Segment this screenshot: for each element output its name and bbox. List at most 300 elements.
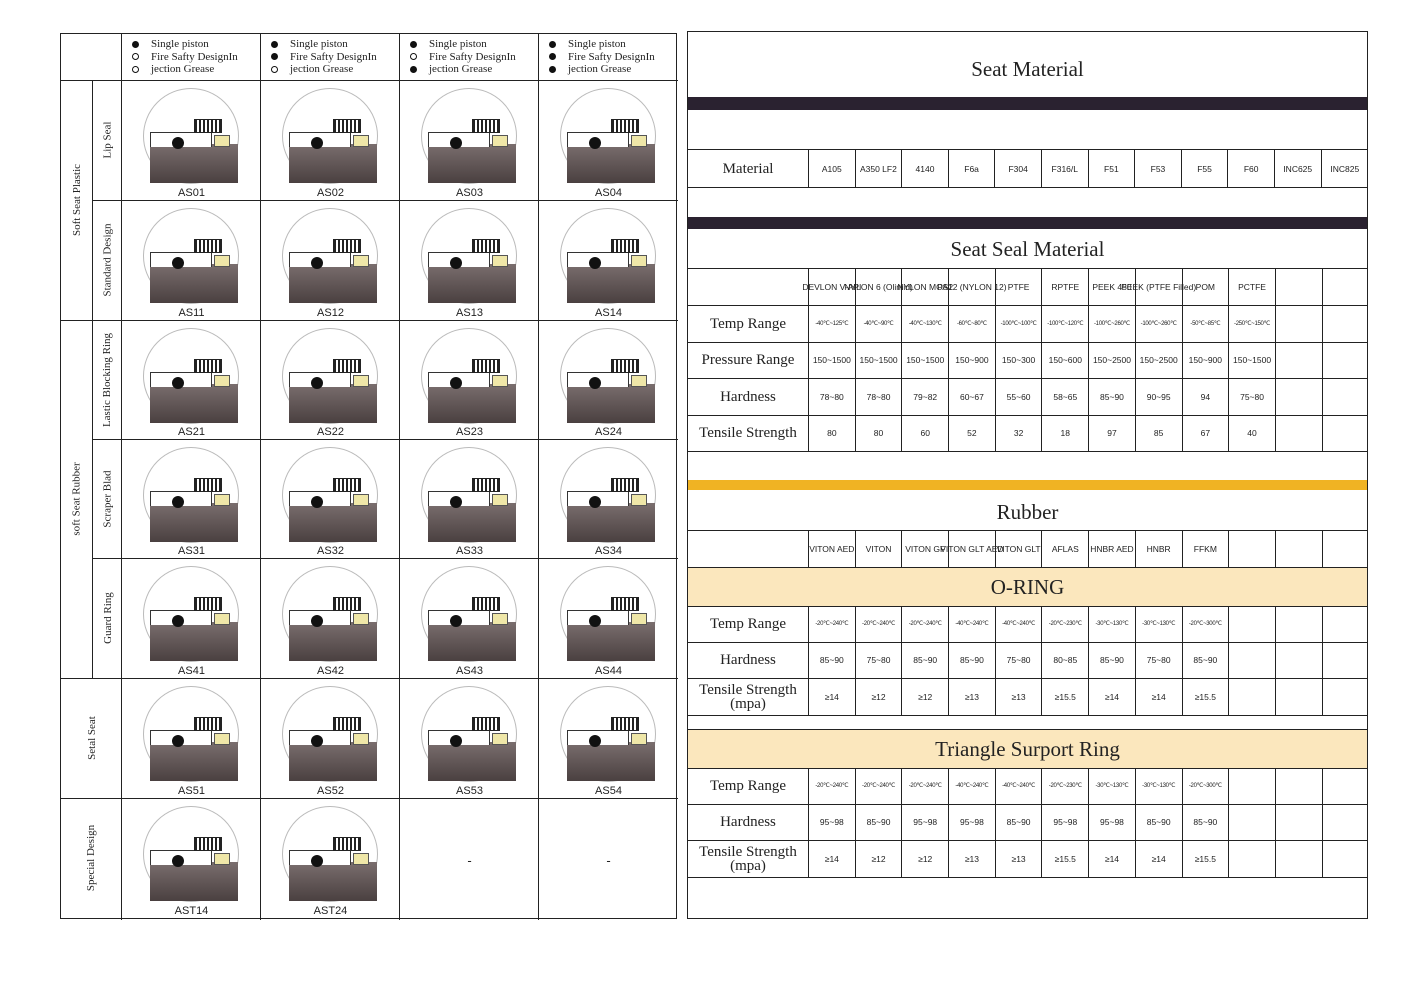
material-header-row xyxy=(688,269,1367,306)
material-label: Material xyxy=(688,150,809,187)
spec-value: 79~82 xyxy=(902,379,949,415)
spec-value xyxy=(1323,379,1370,415)
body-shape xyxy=(428,384,516,423)
material-value: INC625 xyxy=(1275,150,1322,187)
design-cell xyxy=(122,80,261,200)
seat-section-drawing xyxy=(421,208,517,304)
oring-icon xyxy=(311,496,323,508)
spec-value: ≥12 xyxy=(856,841,903,877)
header-cell-3 xyxy=(400,34,539,80)
spec-value: 78~80 xyxy=(809,379,856,415)
seal-icon xyxy=(214,135,230,147)
oring-icon xyxy=(450,377,462,389)
spec-value: -40℃~240℃ xyxy=(949,606,996,642)
spec-value: 55~60 xyxy=(996,379,1043,415)
spec-value: ≥12 xyxy=(856,679,903,715)
material-name: VITON GLT xyxy=(996,531,1043,567)
spec-value: -40℃~90℃ xyxy=(856,306,903,342)
spec-row xyxy=(688,679,1367,716)
design-cell xyxy=(122,678,261,798)
open-dot-icon xyxy=(132,66,139,73)
design-code: AS01 xyxy=(178,187,205,199)
spec-label xyxy=(688,269,809,305)
spec-value: 95~98 xyxy=(902,805,949,841)
spec-value xyxy=(1229,643,1276,679)
design-cell xyxy=(122,320,261,439)
oring-icon xyxy=(450,735,462,747)
spec-value xyxy=(1229,679,1276,715)
spec-value: ≥14 xyxy=(809,841,856,877)
spec-value: 150~2500 xyxy=(1089,343,1136,379)
spec-value: 85~90 xyxy=(1183,643,1230,679)
seal-icon xyxy=(631,375,647,387)
spec-label: Temp Range xyxy=(688,606,809,642)
spring-icon xyxy=(333,119,361,133)
material-name xyxy=(1229,531,1276,567)
spec-value: 60 xyxy=(902,416,949,452)
triangle-title: Triangle Surport Ring xyxy=(688,729,1367,769)
design-code: AS23 xyxy=(456,426,483,438)
header-line-text: Single piston xyxy=(429,38,487,50)
material-name: PEEK (PTFE Filled) xyxy=(1136,269,1183,305)
header-line xyxy=(132,38,261,51)
design-code: AS03 xyxy=(456,187,483,199)
header-line xyxy=(410,51,539,64)
design-cell xyxy=(539,200,678,320)
spec-value: -20℃~240℃ xyxy=(902,606,949,642)
seat-section-drawing xyxy=(282,806,378,902)
oring-table xyxy=(688,606,1367,716)
design-code: AS42 xyxy=(317,665,344,677)
seal-icon xyxy=(492,375,508,387)
spec-label: Tensile Strength (mpa) xyxy=(688,841,809,877)
spec-value: 67 xyxy=(1183,416,1230,452)
material-value: INC825 xyxy=(1330,163,1360,174)
spring-icon xyxy=(611,239,639,253)
spec-value: -20℃~300℃ xyxy=(1183,768,1230,804)
spec-value xyxy=(1276,841,1323,877)
spec-value: -20℃~300℃ xyxy=(1183,606,1230,642)
spec-value xyxy=(1323,768,1370,804)
body-shape xyxy=(567,503,655,542)
spec-value: -30℃~130℃ xyxy=(1089,606,1136,642)
spec-value: 95~98 xyxy=(949,805,996,841)
material-name: PCTFE xyxy=(1229,269,1276,305)
spec-value: 52 xyxy=(949,416,996,452)
row-label-text: Lastic Blocking Ring xyxy=(101,332,114,427)
spring-icon xyxy=(333,359,361,373)
filled-dot-icon xyxy=(549,53,556,60)
spec-label: Tensile Strength xyxy=(688,416,809,452)
filled-dot-icon xyxy=(410,66,417,73)
design-cell xyxy=(400,80,539,200)
design-cell xyxy=(261,80,400,200)
design-code: AS51 xyxy=(178,785,205,797)
material-value: A105 xyxy=(809,150,856,187)
seat-section-drawing xyxy=(143,447,239,543)
oring-icon xyxy=(450,496,462,508)
spec-value xyxy=(1229,805,1276,841)
spec-row xyxy=(688,805,1367,842)
body-shape xyxy=(567,144,655,183)
spec-label: Hardness xyxy=(688,643,809,679)
header-line-text: Fire Safty DesignIn xyxy=(290,50,377,63)
body-shape xyxy=(567,622,655,661)
material-name: HNBR xyxy=(1136,531,1183,567)
material-name: VITON xyxy=(856,531,903,567)
design-cell xyxy=(400,558,539,678)
spec-row xyxy=(688,379,1367,416)
spec-value: 150~300 xyxy=(996,343,1043,379)
spec-row xyxy=(688,643,1367,680)
oring-icon xyxy=(311,855,323,867)
spec-value: 85~90 xyxy=(996,805,1043,841)
body-shape xyxy=(150,264,238,303)
seat-section-drawing xyxy=(560,208,656,304)
spec-value: 95~98 xyxy=(809,805,856,841)
material-header-row xyxy=(688,531,1367,568)
row-label xyxy=(93,200,122,320)
design-code: AS24 xyxy=(595,426,622,438)
design-cell xyxy=(539,558,678,678)
seat-section-drawing xyxy=(143,328,239,424)
spec-value: 95~98 xyxy=(1089,805,1136,841)
header-cell-1 xyxy=(122,34,261,80)
seal-icon xyxy=(353,255,369,267)
row-label-text: Lip Seal xyxy=(101,121,114,159)
header-line xyxy=(549,38,678,51)
material-value: A350 LF2 xyxy=(856,150,903,187)
spec-value: -50℃~85℃ xyxy=(1183,306,1230,342)
design-code: AS32 xyxy=(317,545,344,557)
seat-section-drawing xyxy=(560,566,656,662)
material-name: DEVLON V-API xyxy=(809,269,856,305)
group-label-text: soft Seat Rubber xyxy=(71,462,84,536)
design-code: AS54 xyxy=(595,785,622,797)
spec-value: ≥13 xyxy=(949,679,996,715)
spec-value xyxy=(1276,306,1323,342)
body-shape xyxy=(289,742,377,781)
seal-icon xyxy=(353,375,369,387)
spring-icon xyxy=(611,597,639,611)
seat-design-table xyxy=(60,33,677,919)
header-line-text: Fire Safty DesignIn xyxy=(568,50,655,63)
body-shape xyxy=(428,264,516,303)
oring-icon xyxy=(311,735,323,747)
material-value: 4140 xyxy=(902,150,949,187)
empty-cell-dash: - xyxy=(467,853,472,868)
spring-icon xyxy=(333,239,361,253)
design-cell xyxy=(261,678,400,798)
seal-icon xyxy=(353,733,369,745)
material-name: PTFE xyxy=(996,269,1043,305)
spec-value xyxy=(1323,306,1370,342)
seat-section-drawing xyxy=(421,566,517,662)
design-cell xyxy=(400,439,539,558)
spec-value: 80 xyxy=(809,416,856,452)
spring-icon xyxy=(472,597,500,611)
design-code: AS22 xyxy=(317,426,344,438)
header-line-text: jection Grease xyxy=(290,63,354,75)
spec-value: ≥15.5 xyxy=(1183,679,1230,715)
material-value: F316/L xyxy=(1042,150,1089,187)
spec-value: -20℃~240℃ xyxy=(809,606,856,642)
spec-value: 150~600 xyxy=(1042,343,1089,379)
seal-icon xyxy=(353,613,369,625)
group-label xyxy=(61,320,93,678)
spec-value: -20℃~230℃ xyxy=(1042,768,1089,804)
body-shape xyxy=(428,622,516,661)
group-label-text: Special Design xyxy=(85,824,98,892)
spec-value: -60℃~80℃ xyxy=(949,306,996,342)
spring-icon xyxy=(472,717,500,731)
header-line xyxy=(132,63,261,76)
material-name: NYLON MOS2 xyxy=(902,269,949,305)
open-dot-icon xyxy=(132,53,139,60)
empty-cell-dash: - xyxy=(606,853,611,868)
spec-value xyxy=(1276,606,1323,642)
body-shape xyxy=(289,862,377,901)
seat-section-drawing xyxy=(282,208,378,304)
design-code: AS44 xyxy=(595,665,622,677)
material-value: F304 xyxy=(995,150,1042,187)
spring-icon xyxy=(611,359,639,373)
design-code: AS21 xyxy=(178,426,205,438)
seal-icon xyxy=(214,613,230,625)
seal-icon xyxy=(492,733,508,745)
design-code: AS12 xyxy=(317,307,344,319)
seal-icon xyxy=(214,494,230,506)
spec-value xyxy=(1229,768,1276,804)
seal-icon xyxy=(631,733,647,745)
spec-value: 85~90 xyxy=(1089,379,1136,415)
seat-section-drawing xyxy=(421,447,517,543)
design-cell xyxy=(122,558,261,678)
spring-icon xyxy=(611,717,639,731)
seat-section-drawing xyxy=(560,328,656,424)
body-shape xyxy=(289,264,377,303)
body-shape xyxy=(150,742,238,781)
spec-value: 94 xyxy=(1183,379,1230,415)
spring-icon xyxy=(333,837,361,851)
header-line-text: jection Grease xyxy=(151,63,215,75)
seat-section-drawing xyxy=(421,328,517,424)
row-label-text: Guard Ring xyxy=(101,592,114,644)
oring-icon xyxy=(172,735,184,747)
filled-dot-icon xyxy=(549,41,556,48)
seal-icon xyxy=(214,733,230,745)
material-name: VITON GF xyxy=(902,531,949,567)
spec-value: -40℃~240℃ xyxy=(996,768,1043,804)
row-label xyxy=(93,320,122,439)
seal-icon xyxy=(214,255,230,267)
seat-seal-title: Seat Seal Material xyxy=(950,237,1105,261)
spec-value: -20℃~240℃ xyxy=(856,768,903,804)
design-code: AS33 xyxy=(456,545,483,557)
body-shape xyxy=(567,264,655,303)
spec-value xyxy=(1323,343,1370,379)
seat-seal-table xyxy=(688,268,1367,452)
spec-value: -20℃~230℃ xyxy=(1042,606,1089,642)
design-cell xyxy=(539,439,678,558)
spec-value: -30℃~130℃ xyxy=(1136,768,1183,804)
seat-section-drawing xyxy=(282,328,378,424)
header-line-text: jection Grease xyxy=(429,63,493,75)
spec-value: 78~80 xyxy=(856,379,903,415)
spec-label: Temp Range xyxy=(688,306,809,342)
spec-value: 85~90 xyxy=(1136,805,1183,841)
material-name: POM xyxy=(1183,269,1230,305)
spec-value: -30℃~130℃ xyxy=(1089,768,1136,804)
material-value: F51 xyxy=(1089,150,1136,187)
spec-value: -100℃~260℃ xyxy=(1136,306,1183,342)
header-line xyxy=(271,63,400,76)
open-dot-icon xyxy=(271,66,278,73)
seal-icon xyxy=(631,135,647,147)
material-name: PA12 (NYLON 12) xyxy=(949,269,996,305)
oring-icon xyxy=(450,615,462,627)
spring-icon xyxy=(194,359,222,373)
header-line xyxy=(271,38,400,51)
spec-value xyxy=(1323,805,1370,841)
spec-value: -20℃~240℃ xyxy=(809,768,856,804)
body-shape xyxy=(289,384,377,423)
spec-value: ≥12 xyxy=(902,679,949,715)
material-value: F53 xyxy=(1135,150,1182,187)
seat-seal-divider xyxy=(688,217,1367,229)
spec-value: -100℃~260℃ xyxy=(1089,306,1136,342)
design-cell xyxy=(539,320,678,439)
spec-value: -20℃~240℃ xyxy=(902,768,949,804)
oring-icon xyxy=(172,257,184,269)
spec-value: -40℃~240℃ xyxy=(996,606,1043,642)
spec-value xyxy=(1276,416,1323,452)
seat-section-drawing xyxy=(282,447,378,543)
design-code: AS41 xyxy=(178,665,205,677)
material-name: AFLAS xyxy=(1042,531,1089,567)
spec-label xyxy=(688,531,809,567)
body-shape xyxy=(428,742,516,781)
spec-value xyxy=(1276,768,1323,804)
seat-section-drawing xyxy=(143,88,239,184)
oring-icon xyxy=(172,137,184,149)
spec-value: 85~90 xyxy=(1089,643,1136,679)
spec-row xyxy=(688,306,1367,343)
spec-value: 80 xyxy=(856,416,903,452)
spec-value: 150~1500 xyxy=(1229,343,1276,379)
row-label xyxy=(93,439,122,558)
spec-label: Pressure Range xyxy=(688,343,809,379)
spec-value: ≥14 xyxy=(1089,679,1136,715)
design-cell xyxy=(539,798,678,918)
design-cell xyxy=(261,798,400,918)
body-shape xyxy=(289,503,377,542)
spec-value: -40℃~240℃ xyxy=(949,768,996,804)
spec-value xyxy=(1276,805,1323,841)
spec-value xyxy=(1229,841,1276,877)
design-code: AS11 xyxy=(178,307,205,319)
spec-value: 85~90 xyxy=(902,643,949,679)
row-label xyxy=(93,558,122,678)
material-value: F60 xyxy=(1228,150,1275,187)
spec-label: Hardness xyxy=(688,379,809,415)
body-shape xyxy=(150,503,238,542)
oring-icon xyxy=(589,735,601,747)
spec-value: -100℃~120℃ xyxy=(1042,306,1089,342)
header-line xyxy=(410,38,539,51)
spec-value: 85~90 xyxy=(1183,805,1230,841)
spec-value: -20℃~240℃ xyxy=(856,606,903,642)
spec-value: 150~900 xyxy=(949,343,996,379)
material-name: VITON GLT AED xyxy=(949,531,996,567)
spring-icon xyxy=(472,478,500,492)
design-cell xyxy=(122,439,261,558)
open-dot-icon xyxy=(410,53,417,60)
triangle-table xyxy=(688,768,1367,878)
spec-value: 85~90 xyxy=(949,643,996,679)
design-cell xyxy=(122,798,261,918)
spec-value: 75~80 xyxy=(856,643,903,679)
body-shape xyxy=(567,742,655,781)
design-cell xyxy=(261,558,400,678)
material-name xyxy=(1276,531,1323,567)
seat-section-drawing xyxy=(143,566,239,662)
spec-value: 150~1500 xyxy=(902,343,949,379)
spec-value: 58~65 xyxy=(1042,379,1089,415)
oring-title: O-RING xyxy=(688,567,1367,607)
design-code: AS43 xyxy=(456,665,483,677)
spec-value xyxy=(1323,606,1370,642)
spec-value: 75~80 xyxy=(996,643,1043,679)
header-line-text: Single piston xyxy=(151,38,209,50)
seat-section-drawing xyxy=(560,686,656,782)
header-line-text: Single piston xyxy=(568,38,626,50)
spring-icon xyxy=(333,717,361,731)
spring-icon xyxy=(194,597,222,611)
oring-icon xyxy=(589,377,601,389)
spec-value: ≥15.5 xyxy=(1042,841,1089,877)
oring-icon xyxy=(589,257,601,269)
seat-section-drawing xyxy=(421,88,517,184)
spring-icon xyxy=(611,119,639,133)
header-cell-2 xyxy=(261,34,400,80)
spec-value: 80~85 xyxy=(1042,643,1089,679)
seat-section-drawing xyxy=(143,208,239,304)
material-value: F55 xyxy=(1182,150,1229,187)
oring-icon xyxy=(311,137,323,149)
design-cell xyxy=(539,80,678,200)
design-code: AST24 xyxy=(313,905,348,917)
seat-material-table xyxy=(688,149,1367,188)
spec-value: ≥14 xyxy=(1089,841,1136,877)
spec-value: 85~90 xyxy=(856,805,903,841)
header-line-text: Fire Safty DesignIn xyxy=(151,50,238,63)
material-name xyxy=(1276,269,1323,305)
spec-value: 32 xyxy=(996,416,1043,452)
design-code: AST14 xyxy=(174,905,209,917)
material-name: VITON AED xyxy=(809,531,856,567)
spring-icon xyxy=(194,119,222,133)
design-code: AS52 xyxy=(317,785,344,797)
seal-icon xyxy=(214,853,230,865)
seat-section-drawing xyxy=(282,88,378,184)
spec-value xyxy=(1323,643,1370,679)
spring-icon xyxy=(194,239,222,253)
seat-section-drawing xyxy=(143,686,239,782)
design-cell xyxy=(400,798,539,918)
oring-icon xyxy=(311,615,323,627)
header-line xyxy=(410,63,539,76)
